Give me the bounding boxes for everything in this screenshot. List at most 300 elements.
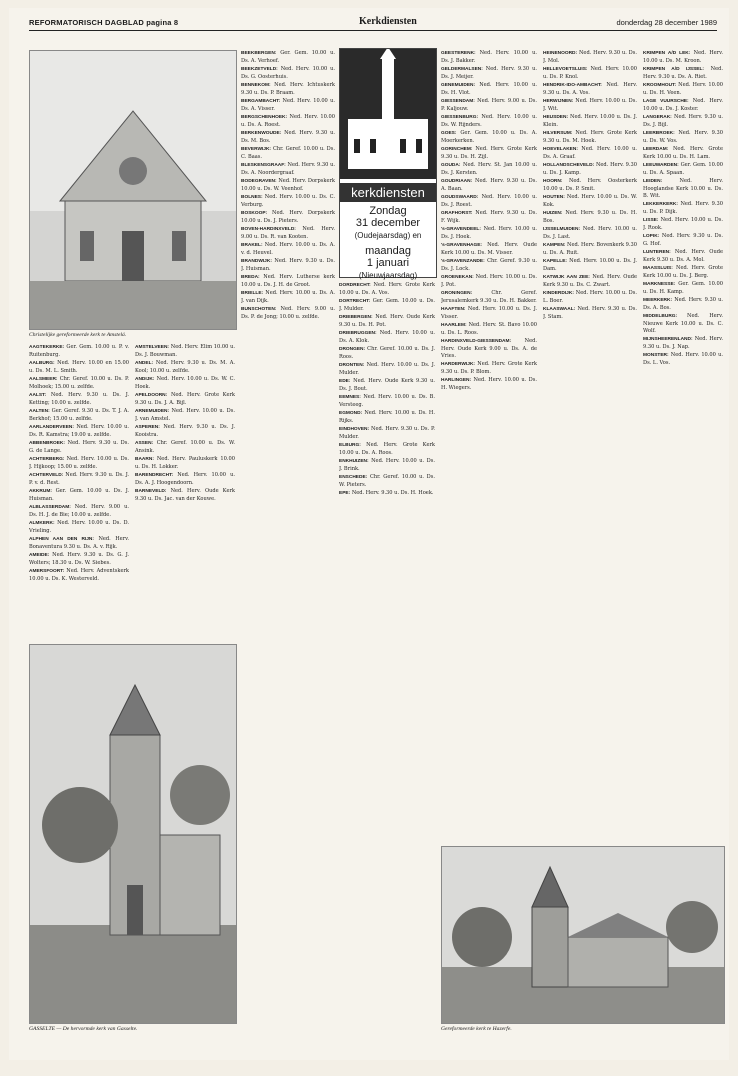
- listing-details: Ned. Herv. 10.00 u. Ds. G. Oosterhuis.: [241, 66, 335, 80]
- listing-place: HOEVELAKEN:: [543, 147, 578, 152]
- service-listing: [135, 456, 235, 471]
- listing-details: Ned. Herv. 9.30 u. Ds. J. Meijer.: [441, 66, 537, 80]
- listing-place: APELDOORN:: [135, 393, 168, 398]
- listing-place: BOSKOOP:: [241, 211, 268, 216]
- listing-details: Ned. Herv. 9.30 u. Ds. F. Wijk.: [441, 210, 537, 224]
- listing-details: Ned. Herv. 10.00 u. Ds. R. Kamstra; 19.00 u. zelfde.: [29, 424, 129, 438]
- listing-place: KAPELLE:: [543, 259, 567, 264]
- listing-place: LEERDAM:: [643, 147, 669, 152]
- listing-place: BOVEN-HARDINXVELD:: [241, 227, 296, 232]
- service-listing: [135, 440, 235, 455]
- listing-place: AALSMEER:: [29, 377, 58, 382]
- service-listing: [29, 504, 129, 519]
- listing-details: Ned. Herv. 9.30 u. Ds. J. Kamp.: [543, 162, 637, 176]
- service-listing: [643, 297, 723, 312]
- listing-place: GELDERMALSEN:: [441, 67, 483, 72]
- listing-place: BREDA:: [241, 275, 260, 280]
- listing-details: Ned. Herv. Hooglandse Kerk 10.00 u. Ds. B. Wit.: [643, 178, 723, 199]
- listing-details: Ned. Herv. 10.00 u. Ds. W. Kok.: [543, 194, 637, 208]
- header-newspaper-name: REFORMATORISCH DAGBLAD pagina 8: [29, 18, 179, 27]
- listing-details: Ned. Herv. 10.00 u. Ds. A. Klok.: [339, 330, 435, 344]
- listing-place: AKKRUM:: [29, 489, 52, 494]
- newspaper-page: [9, 8, 729, 1060]
- listing-details: Ger. Gem. 10.00 u. Ds. J. Mulder.: [339, 298, 435, 312]
- service-listing: [29, 456, 129, 471]
- listing-place: ANDIJK:: [135, 377, 155, 382]
- listing-details: Ned. Herv. Oude Kerk 9.30 u. Ds. C. Zwart.: [543, 274, 637, 288]
- service-listing: [441, 306, 537, 321]
- listing-details: Ger. Gem. 10.00 u. Ds. H. Kamp.: [643, 280, 723, 295]
- listing-place: LANGERAK:: [643, 115, 672, 120]
- service-listing: [241, 226, 335, 241]
- listing-details: Ned. Herv. 10.00 u. Ds. A. J. Hoogendoorn.: [135, 472, 235, 486]
- service-listing: [339, 362, 435, 377]
- column-6: [543, 50, 637, 840]
- listing-details: Ned. Herv. 10.00 u. Ds. J. Rook.: [643, 216, 723, 231]
- listing-place: HEUSDEN:: [543, 115, 569, 120]
- church-photo-bottom-left: [29, 644, 237, 1024]
- listing-details: Ned. Herv. Pauluskerk 10.00 u. Ds. H. Lokker.: [135, 456, 235, 470]
- listing-place: AAGTEKERKE:: [29, 345, 65, 350]
- listing-place: GOUDSWAARD:: [441, 195, 479, 200]
- listing-place: KRIMPEN A/D LEK:: [643, 51, 691, 56]
- caption-top-left: Christelijke gereformeerde kerk te Amstelá.: [29, 332, 127, 338]
- banner-title: kerkdiensten: [340, 183, 436, 202]
- listing-place: HOORN:: [543, 179, 563, 184]
- service-listing: [441, 50, 537, 65]
- listing-place: HARLINGEN:: [441, 377, 472, 383]
- listing-details: Ned. Herv. 10.00 u. Ds. H. Wiegers.: [441, 376, 537, 391]
- listing-place: ASSEN:: [135, 441, 154, 446]
- listing-details: Ned. Herv. 9.30 u. Ds. A. Bos.: [643, 296, 723, 311]
- service-listing: [339, 490, 435, 498]
- service-listing: [29, 440, 129, 455]
- listing-place: MIJNSHEERENLAND:: [643, 336, 693, 342]
- listing-place: LISSE:: [643, 217, 659, 223]
- service-listing: [643, 178, 723, 200]
- listing-details: Ned. Herv. Nieuwe Kerk 10.00 u. Ds. C. Wolf.: [643, 312, 723, 334]
- listing-place: LAGE VUURSCHE:: [643, 99, 689, 104]
- listing-details: Ned. Herv. Oude Kerk 9.00 u. Ds. A. de Vries.: [441, 338, 537, 359]
- listing-place: DORTRECHT:: [339, 299, 371, 304]
- listing-place: MARKNESSE:: [643, 281, 676, 287]
- church-photo-bottom-right: [441, 846, 725, 1024]
- page-header: [29, 16, 717, 31]
- listing-details: Ned. Herv. 9.30 u. Ds. H. Hoek.: [351, 490, 434, 496]
- listing-details: Ned. Herv. 9.30 u. Ds. A. Noordergraaf.: [241, 162, 335, 176]
- listing-details: Ger. Gem. 10.00 u. Ds. J. Huisman.: [29, 488, 129, 502]
- service-listing: [441, 290, 537, 305]
- banner-date2: 1 januari: [366, 257, 410, 269]
- listing-details: Ned. Herv. Dorpskerk 10.00 u. Ds. J. Pieters.: [241, 210, 335, 224]
- column-5: [441, 50, 537, 840]
- service-listing: [441, 146, 537, 161]
- service-listing: [29, 424, 129, 439]
- listing-place: EEMNES:: [339, 395, 361, 400]
- listing-details: Ned. Herv. 9.30 u. Ds. J. Huisman.: [241, 258, 335, 272]
- listing-details: Ned. Herv. Adventskerk 10.00 u. Ds. K. Westerveld.: [29, 568, 129, 582]
- listing-place: AALBURG:: [29, 361, 55, 366]
- listing-details: Ned. Herv. Lutherse kerk 10.00 u. Ds. J. H. de Groot.: [241, 274, 335, 288]
- listing-place: ALBLASSERDAM:: [29, 505, 71, 510]
- listing-details: Ned. Herv. 9.30 u. Ds. M. Bos.: [241, 130, 335, 144]
- service-listing: [543, 50, 637, 65]
- listing-place: ENSCHEDE:: [339, 475, 368, 480]
- service-listing: [339, 442, 435, 457]
- header-section-title: Kerkdiensten: [359, 16, 417, 27]
- listing-place: BENNEKOM:: [241, 83, 271, 88]
- listing-details: Ned. Herv. Elim 10.00 u. Ds. J. Bouwman.: [135, 344, 235, 358]
- service-listing: [241, 66, 335, 81]
- listing-place: LEEUWARDEN:: [643, 163, 679, 168]
- listing-details: Ned. Herv. 10.00 u. Ds. A. v. d. Heuvel.: [241, 242, 335, 256]
- listing-details: Ned. Herv. 10.00 u. Ds. M. Kroon.: [643, 50, 723, 64]
- listing-place: HARDINXVELD-GIESSENDAM:: [441, 339, 512, 344]
- listing-place: EPE:: [339, 491, 351, 496]
- church-illustration: [30, 51, 236, 329]
- listing-place: BEEKBERGEN:: [241, 51, 277, 56]
- kerkdiensten-banner: [339, 48, 437, 278]
- listing-details: Ned. Herv. 9.30 u. Ds. A. Riet.: [643, 66, 723, 80]
- listing-details: Ned. Herv. Bovenkerk 9.30 u. Ds. A. Ruit.: [543, 242, 637, 256]
- listing-place: LEKKERKERK:: [643, 201, 678, 207]
- listing-details: Ned. Herv. 10.00 en 15.00 u. Ds. M. L. Smith.: [29, 360, 129, 374]
- header-date: donderdag 28 december 1989: [616, 18, 717, 27]
- service-listing: [339, 314, 435, 329]
- service-listing: [543, 290, 637, 305]
- service-listing: [441, 114, 537, 129]
- listing-place: AMERSFOORT:: [29, 569, 65, 574]
- listing-place: BRIELLE:: [241, 291, 264, 296]
- listing-place: LEERBROEK:: [643, 131, 675, 136]
- listing-details: Ned. Herv. Oude Kerk 9.30 u. Ds. J. Bout.: [339, 378, 435, 392]
- listing-details: Chr. Geref. 9.30 u. Ds. J. Lock.: [441, 258, 537, 272]
- listing-details: Ned. Herv. Grote Kerk 10.00 u. Ds. J. Berg.: [643, 264, 723, 279]
- listing-place: GRONINGEN:: [441, 291, 473, 296]
- service-listing: [135, 408, 235, 423]
- listing-details: Ned. Herv. 9.30 u. Ds. G. Hof.: [643, 232, 723, 247]
- listing-place: 's-GRAVENDEEL:: [441, 227, 481, 232]
- listing-details: Ned. Herv. 10.00 u. Ds. J. Koster.: [643, 98, 723, 112]
- listing-details: Ned. Herv. 9.30 u. Ds. J. Stam.: [543, 306, 637, 320]
- listing-details: Ned. Herv. 10.00 u. Ds. J. van Amstel.: [135, 408, 235, 422]
- listing-place: GROENEKAN:: [441, 275, 474, 280]
- listing-details: Ned. Herv. Grote Kerk 9.30 u. Ds. J. A. Bijl.: [135, 392, 235, 406]
- listing-place: KRIMPEN A/D IJSSEL:: [643, 67, 705, 72]
- service-listing: [135, 392, 235, 407]
- service-listing: [29, 344, 129, 359]
- listing-details: Ned. Herv. 10.00 u. Ds. P. Knol.: [543, 66, 637, 80]
- service-listing: [643, 336, 723, 351]
- listing-details: Ned. Herv. 10.00 u. Ds. H. Veen.: [643, 82, 723, 96]
- listing-place: EDE:: [339, 379, 351, 384]
- listing-details: Ger. Gem. 10.00 u. Ds. A. Spaan.: [643, 162, 723, 176]
- listing-place: MEERKERK:: [643, 297, 673, 303]
- service-listing: [543, 306, 637, 321]
- listing-details: Ned. Herv. 9.30 u. Ds. P. Mulder.: [339, 426, 435, 440]
- listing-details: Ned. Herv. 9.30 u. Ds. J. P. v. d. Rest.: [29, 472, 129, 486]
- service-listing: [241, 130, 335, 145]
- service-listing: [441, 377, 537, 392]
- listing-place: MIDDELBURG:: [643, 313, 678, 319]
- listing-place: MAASSLUIS:: [643, 265, 673, 271]
- listing-place: DRIEBRUGGEN:: [339, 331, 377, 336]
- listing-place: HILVERSUM:: [543, 131, 573, 136]
- service-listing: [441, 258, 537, 273]
- service-listing: [241, 162, 335, 177]
- listing-details: Ned. Herv. 9.30 u. Ds. A. Baan.: [441, 178, 537, 192]
- service-listing: [643, 233, 723, 248]
- service-listing: [441, 162, 537, 177]
- listing-place: HENDRIK-IDO-AMBACHT:: [543, 83, 602, 88]
- listing-place: IJSSELMUIDEN:: [543, 227, 581, 232]
- column-3: [241, 50, 335, 1030]
- service-listing: [135, 472, 235, 487]
- listing-place: HAARLEM:: [441, 323, 467, 328]
- listing-details: Ned. Herv. 10.00 u. Ds. J. Wit.: [543, 98, 637, 112]
- banner-date1: 31 december: [355, 217, 421, 229]
- listing-details: Ned. Herv. Grote Kerk 9.30 u. Ds. H. Zijl.: [441, 146, 537, 160]
- service-listing: [441, 194, 537, 209]
- service-listing: [241, 306, 335, 321]
- listing-details: Ned. Herv. 10.00 u. Ds. J. Visser.: [441, 306, 537, 320]
- service-listing: [29, 520, 129, 535]
- listing-place: GEESTERENK:: [441, 51, 476, 56]
- service-listing: [543, 178, 637, 193]
- listing-details: Ned. Herv. 10.00 u. Ds. J. Last.: [543, 226, 637, 240]
- service-listing: [29, 408, 129, 423]
- listing-place: GENEMUIDEN:: [441, 83, 476, 88]
- listing-place: BEEKZETVELD:: [241, 67, 278, 72]
- column-2: [135, 344, 235, 636]
- listing-details: Ned. Herv. 10.00 u. Ds. L. Vos.: [643, 351, 723, 366]
- service-listing: [339, 346, 435, 361]
- listing-place: BERKENWOUDE:: [241, 131, 282, 136]
- service-listing: [241, 50, 335, 65]
- listing-details: Ned. Herv. 9.30 u. Ds. P. Dijk.: [643, 200, 723, 215]
- service-listing: [29, 488, 129, 503]
- service-listing: [543, 258, 637, 273]
- listing-place: ACHTERBERG:: [29, 457, 65, 462]
- service-listing: [643, 352, 723, 367]
- listing-details: Ned. Herv. 10.00 u. Ds. D. Vrieling.: [29, 520, 129, 534]
- listing-place: HOUTEN:: [543, 195, 565, 200]
- listing-place: ABBENBROEK:: [29, 441, 65, 446]
- listing-place: EINDHOVEN:: [339, 427, 370, 432]
- listing-details: Ned. Herv. 9.00 u. Ds. P. Kaljouw.: [441, 98, 537, 112]
- service-listing: [29, 376, 129, 391]
- listing-place: BRANDWIJK:: [241, 259, 272, 264]
- listing-details: Ned. Herv. 10.00 u. Ds. H. Vlot.: [441, 82, 537, 96]
- service-listing: [441, 242, 537, 257]
- listing-place: 's-GRAVENZANDE:: [441, 259, 485, 264]
- service-listing: [441, 338, 537, 360]
- service-listing: [339, 378, 435, 393]
- service-listing: [643, 249, 723, 264]
- listing-details: Ned. Herv. 10.00 u. Ds. J. Bakker.: [441, 50, 537, 64]
- service-listing: [543, 114, 637, 129]
- listing-details: Ned. Herv. Oosterkerk 10.00 u. Ds. P. Smit.: [543, 178, 637, 192]
- service-listing: [543, 98, 637, 113]
- listing-place: DRIEBERGEN:: [339, 315, 373, 320]
- listing-details: Ger. Gem. 10.00 u. P. v. Ruitenburg.: [29, 344, 129, 358]
- listing-place: AALTEN:: [29, 409, 50, 414]
- listing-details: Ger. Gem. 10.00 u. Ds. A. Moerkerken.: [441, 130, 537, 144]
- listing-place: 's-GRAVENHAGE:: [441, 243, 483, 248]
- listing-details: Ned. Herv. 9.00 u. Ds. P. de Jong; 10.00 u. zelfde.: [241, 306, 335, 320]
- listing-details: Chr. Geref. 10.00 u. Ds. J. Roos.: [339, 346, 435, 360]
- listing-place: LUNTEREN:: [643, 249, 671, 255]
- listing-place: BARENDRECHT:: [135, 473, 174, 478]
- column-1: [29, 344, 129, 636]
- service-listing: [643, 98, 723, 113]
- listing-details: Ned. Herv. 9.30 u. Ds. J. Ketting; 10.00 u. zelfde.: [29, 392, 129, 406]
- service-listing: [643, 82, 723, 97]
- service-listing: [543, 82, 637, 97]
- service-listing: [241, 210, 335, 225]
- listing-place: ARNEMUIDEN:: [135, 409, 170, 414]
- service-listing: [441, 274, 537, 289]
- listing-details: Ned. Herv. 10.00 u. Ds. H. Rijks.: [339, 410, 435, 424]
- listing-details: Ned. Herv. Grote Kerk 10.00 u. Ds. H. Lam.: [643, 146, 723, 160]
- service-listing: [643, 130, 723, 145]
- listing-place: BUNSCHOTEN:: [241, 307, 277, 312]
- listing-place: BOLNES:: [241, 195, 263, 200]
- listing-details: Chr. Geref. 10.00 u. Ds. W. Ansink.: [135, 440, 235, 454]
- listing-details: Chr. Geref. Jerusalemkerk 9.30 u. Ds. H. Bakker.: [441, 290, 537, 304]
- listing-place: GIESSENBURG:: [441, 115, 479, 120]
- service-listing: [339, 330, 435, 345]
- listing-details: Ned. Herv. Oude Kerk 9.30 u. Ds. H. Pot.: [339, 314, 435, 328]
- listing-details: Ned. Herv. 9.00 u. Ds. R. van Kooten.: [241, 226, 335, 240]
- listing-place: AMSTELVEEN:: [135, 345, 170, 350]
- service-listing: [543, 226, 637, 241]
- service-listing: [29, 552, 129, 567]
- banner-note2: (Nieuwjaarsdag): [358, 271, 418, 280]
- listing-details: Ned. Herv. St. Bavo 10.00 u. Ds. L. Roos.: [441, 322, 537, 336]
- listing-details: Ned. Herv. 9.30 u. Ds. A. Vos.: [543, 82, 637, 96]
- listing-details: Ned. Herv. Oude Kerk 9.30 u. Ds. Jac. van der Kouwe.: [135, 488, 235, 502]
- listing-details: Ned. Herv. Grote Kerk 9.30 u. Ds. P. Blom.: [441, 360, 537, 375]
- service-listing: [241, 258, 335, 273]
- service-listing: [135, 360, 235, 375]
- listing-place: HUIZEN:: [543, 211, 563, 216]
- service-listing: [29, 392, 129, 407]
- service-listing: [339, 458, 435, 473]
- service-listing: [643, 201, 723, 216]
- listing-details: Ned. Herv. Oude Kerk 10.00 u. Ds. M. Visser.: [441, 242, 537, 256]
- listing-place: HARDERWIJK:: [441, 361, 476, 367]
- service-listing: [643, 162, 723, 177]
- listing-details: Ned. Herv. 10.00 u. Ds. J. Pot.: [441, 274, 537, 288]
- service-listing: [339, 426, 435, 441]
- listing-details: Ned. Herv. 10.00 u. Ds. A. Visser.: [241, 98, 335, 112]
- listing-place: KATWIJK AAN ZEE:: [543, 275, 590, 280]
- listing-place: HEINENOORD:: [543, 51, 578, 56]
- service-listing: [543, 210, 637, 225]
- listing-details: Ned. Herv. Grote Kerk 10.00 u. Ds. A. Vos.: [339, 282, 435, 296]
- service-listing: [241, 114, 335, 129]
- service-listing: [543, 66, 637, 81]
- listing-place: KAMPEN:: [543, 243, 566, 248]
- listing-place: GOES:: [441, 131, 457, 136]
- service-listing: [29, 472, 129, 487]
- listing-place: BLESKENSGRAAF:: [241, 163, 286, 168]
- listing-details: Ned. Herv. 10.00 u. Ds. C. Verburg.: [241, 194, 335, 208]
- service-listing: [241, 194, 335, 209]
- service-listing: [441, 210, 537, 225]
- listing-details: Ned. Herv. 10.00 u. Ds. A. J. van Dijk.: [241, 290, 335, 304]
- service-listing: [441, 361, 537, 376]
- service-listing: [339, 474, 435, 489]
- listing-details: Chr. Geref. 10.00 u. Ds. C. Baas.: [241, 146, 335, 160]
- listing-place: LOPIK:: [643, 233, 660, 239]
- service-listing: [135, 344, 235, 359]
- listing-place: BEVERWIJK:: [241, 147, 272, 152]
- listing-place: GIESSENDAM:: [441, 99, 475, 104]
- listing-place: ELBURG:: [339, 443, 361, 448]
- service-listing: [241, 178, 335, 193]
- listing-details: Ned. Herv. 9.30 u. Ds. H. Bos.: [543, 210, 637, 224]
- listing-place: BRAKEL:: [241, 243, 263, 248]
- listing-details: Ned. Herv. 9.30 u. Ds. J. Nap.: [643, 335, 723, 350]
- service-listing: [441, 82, 537, 97]
- service-listing: [643, 313, 723, 335]
- service-listing: [643, 66, 723, 81]
- listing-place: KINDERDIJK:: [543, 291, 574, 296]
- service-listing: [543, 194, 637, 209]
- service-listing: [135, 376, 235, 391]
- listing-place: BODEGRAVEN:: [241, 179, 277, 184]
- listing-details: Ned. Herv. 10.00 u. Ds. J. Dam.: [543, 258, 637, 272]
- service-listing: [543, 146, 637, 161]
- listing-place: DRONTEN:: [339, 363, 365, 368]
- listing-details: Ned. Herv. 9.30 u. Ds. J. Mol.: [543, 50, 637, 64]
- listing-place: KROOMHOUT:: [643, 83, 677, 88]
- listing-place: AARLANDERVEEN:: [29, 425, 74, 430]
- listing-details: Chr. Geref. 10.00 u. Ds. W. Pieters.: [339, 474, 435, 488]
- listing-place: ENKHUIZEN:: [339, 459, 369, 464]
- service-listing: [339, 282, 435, 297]
- service-listing: [543, 130, 637, 145]
- listing-place: DRONGEN:: [339, 347, 366, 352]
- listing-details: Ned. Herv. 10.00 u. Ds. J. Hijkoop; 15.00 u. zelfde.: [29, 456, 129, 470]
- service-listing: [643, 265, 723, 280]
- listing-details: Ned. Herv. 10.00 u. Ds. J. Hoek.: [441, 226, 537, 240]
- service-listing: [241, 290, 335, 305]
- service-listing: [241, 242, 335, 257]
- listing-details: Ned. Herv. St. Jan 10.00 u. Ds. J. Kersten.: [441, 162, 537, 176]
- listing-place: BARNEVELD:: [135, 489, 167, 494]
- listing-place: HOLLANDSCHEVELD:: [543, 163, 595, 168]
- service-listing: [339, 394, 435, 409]
- listing-details: Ned. Herv. 10.00 u. Ds. A. Graaf.: [543, 146, 637, 160]
- listing-details: Ned. Herv. Grote Kerk 10.00 u. Ds. A. Roos.: [339, 442, 435, 456]
- listing-details: Ned. Herv. Grote Kerk 9.30 u. Ds. M. Hoek.: [543, 130, 637, 144]
- listing-details: Ned. Herv. 9.30 u. Ds. J. Kooistra.: [135, 424, 235, 438]
- service-listing: [339, 298, 435, 313]
- listing-details: Ned. Herv. Oude Kerk 9.30 u. Ds. A. Mol.: [643, 248, 723, 263]
- service-listing: [441, 322, 537, 337]
- listing-details: Ned. Herv. 10.00 u. Ds. J. Klein.: [543, 114, 637, 128]
- service-listing: [241, 82, 335, 97]
- caption-bottom-left: GASSELTE — De hervormde kerk van Gasselte.: [29, 1026, 138, 1032]
- listing-details: Chr. Geref. 10.00 u. Ds. P. Molhoek; 15.00 u. zelfde.: [29, 376, 129, 390]
- listing-place: ASPEREN:: [135, 425, 160, 430]
- listing-details: Ned. Herv. 9.30 u. Ds. G. J. Wolters; 18.30 u. Ds. W. Siebes.: [29, 552, 129, 566]
- listing-place: AMEIDE:: [29, 553, 50, 558]
- service-listing: [441, 130, 537, 145]
